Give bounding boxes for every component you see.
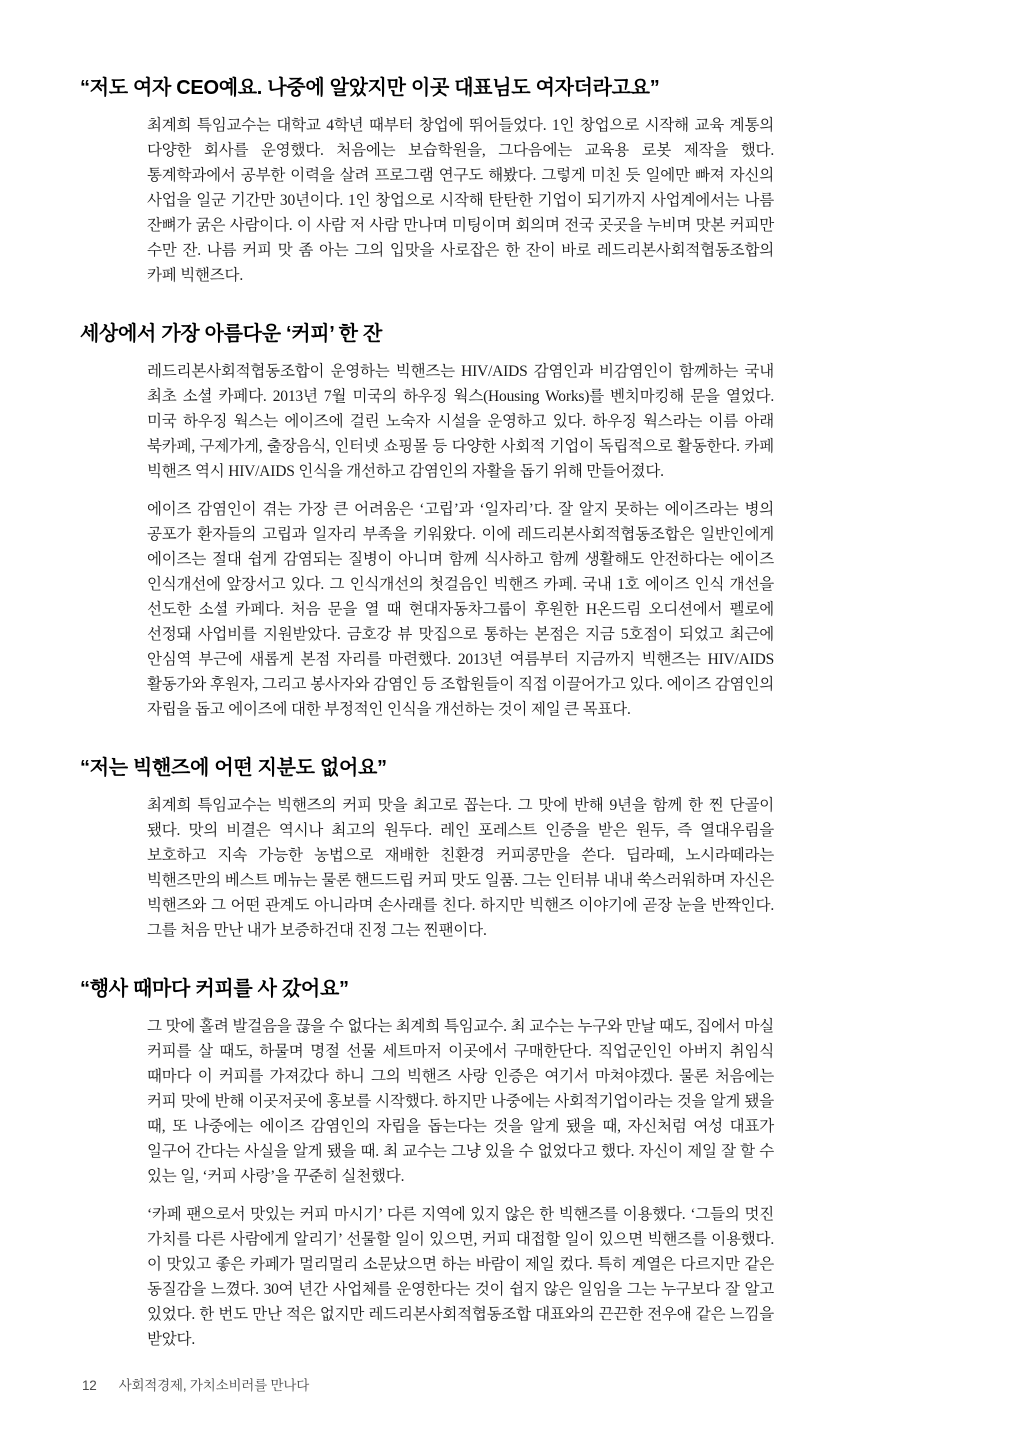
body-paragraph: 최계희 특임교수는 대학교 4학년 때부터 창업에 뛰어들었다. 1인 창업으로 시작해 교육 계통의 다양한 회사를 운영했다. 처음에는 보습학원을, 그다음에는 교육용 로봇 제작을 했다. 통계학과에서 공부한 이력을 살려 프로그램 연구도 해봤다. 그렇게 미친 듯 일에만 빠져 자신의 사업을 일군 기간만 30년이다. 1인 창업으로 시작해 탄탄한 기업이 되기까지 사업계에서는 나름 잔뼈가 굵은 사람이다. 이 사람 저 사람 만나며 미팅이며 회의며 전국 곳곳을 누비며 맛본 커피만 수만 잔. 나름 커피 맛 좀 아는 그의 입맛을 사로잡은 한 잔이 바로 레드리본사회적협동조합의 카페 빅핸즈다. [147, 117, 774, 284]
page-number: 12 [82, 1378, 97, 1393]
page-footer [82, 1374, 309, 1394]
body-paragraph: 레드리본사회적협동조합이 운영하는 빅핸즈는 HIV/AIDS 감염인과 비감염인이 함께하는 국내 최초 소셜 카페다. 2013년 7월 미국의 하우징 웍스(Housing Works)를 벤치마킹해 문을 열었다. 미국 하우징 웍스는 에이즈에 걸린 노숙자 시설을 운영하고 있다. 하우징 웍스라는 이름 아래 북카페, 구제가게, 출장음식, 인터넷 쇼핑몰 등 다양한 사회적 기업이 독립적으로 활동한다. 카페 빅핸즈 역시 HIV/AIDS 인식을 개선하고 감염인의 자활을 돕기 위해 만들어졌다. [147, 363, 774, 480]
document-page [80, 0, 774, 1365]
section-heading: “저는 빅핸즈에 어떤 지분도 없어요” [80, 757, 387, 779]
footer-book-title: 사회적경제, 가치소비러를 만나다 [118, 1378, 310, 1393]
section-heading: “저도 여자 CEO예요. 나중에 알았지만 이곳 대표님도 여자더라고요” [80, 77, 660, 99]
section-body [80, 1014, 774, 1352]
article-section [80, 0, 774, 288]
section-heading: “행사 때마다 커피를 사 갔어요” [80, 978, 349, 1000]
body-paragraph: 에이즈 감염인이 겪는 가장 큰 어려움은 ‘고립’과 ‘일자리’다. 잘 알지 못하는 에이즈라는 병의 공포가 환자들의 고립과 일자리 부족을 키워왔다. 이에 레드리본사회적협동조합은 일반인에게 에이즈는 절대 쉽게 감염되는 질병이 아니며 함께 식사하고 함께 생활해도 안전하다는 에이즈 인식개선에 앞장서고 있다. 그 인식개선의 첫걸음인 빅핸즈 카페. 국내 1호 에이즈 인식 개선을 선도한 소셜 카페다. 처음 문을 열 때 현대자동차그룹이 후원한 H온드림 오디션에서 펠로에 선정돼 사업비를 지원받았다. 금호강 뷰 맛집으로 통하는 본점은 지금 5호점이 되었고 최근에 안심역 부근에 새롭게 본점 자리를 마련했다. 2013년 여름부터 지금까지 빅핸즈는 HIV/AIDS 활동가와 후원자, 그리고 봉사자와 감염인 등 조합원들이 직접 이끌어가고 있다. 에이즈 감염인의 자립을 돕고 에이즈에 대한 부정적인 인식을 개선하는 것이 제일 큰 목표다. [147, 501, 774, 718]
article-section [80, 322, 774, 722]
article-section [80, 756, 774, 943]
article-section [80, 977, 774, 1352]
body-paragraph: 최계희 특임교수는 빅핸즈의 커피 맛을 최고로 꼽는다. 그 맛에 반해 9년을 함께 한 찐 단골이 됐다. 맛의 비결은 역시나 최고의 원두다. 레인 포레스트 인증을 받은 원두, 즉 열대우림을 보호하고 지속 가능한 농법으로 재배한 친환경 커피콩만을 쓴다. 딥라떼, 노시라떼라는 빅핸즈만의 베스트 메뉴는 물론 핸드드립 커피 맛도 일품. 그는 인터뷰 내내 쑥스러워하며 자신은 빅핸즈와 그 어떤 관계도 아니라며 손사래를 친다. 하지만 빅핸즈 이야기에 곧장 눈을 반짝인다. 그를 처음 만난 내가 보증하건대 진정 그는 찐팬이다. [147, 797, 774, 939]
body-paragraph: 그 맛에 홀려 발걸음을 끊을 수 없다는 최계희 특임교수. 최 교수는 누구와 만날 때도, 집에서 마실 커피를 살 때도, 하물며 명절 선물 세트마저 이곳에서 구매한단다. 직업군인인 아버지 취임식 때마다 이 커피를 가져갔다 하니 그의 빅핸즈 사랑 인증은 여기서 마쳐야겠다. 물론 처음에는 커피 맛에 반해 이곳저곳에 홍보를 시작했다. 하지만 나중에는 사회적기업이라는 것을 알게 됐을 때, 또 나중에는 에이즈 감염인의 자립을 돕는다는 것을 알게 됐을 때, 자신처럼 여성 대표가 일구어 간다는 사실을 알게 됐을 때. 최 교수는 그냥 있을 수 없었다고 했다. 자신이 제일 잘 할 수 있는 일, ‘커피 사랑’을 꾸준히 실천했다. [147, 1018, 774, 1185]
section-body [80, 359, 774, 722]
section-heading: 세상에서 가장 아름다운 ‘커피’ 한 잔 [80, 323, 382, 345]
body-paragraph: ‘카페 팬으로서 맛있는 커피 마시기’ 다른 지역에 있지 않은 한 빅핸즈를 이용했다. ‘그들의 멋진 가치를 다른 사람에게 알리기’ 선물할 일이 있으면, 커피 대접할 일이 있으면 빅핸즈를 이용했다. 이 맛있고 좋은 카페가 멀리멀리 소문났으면 하는 바람이 제일 컸다. 특히 계열은 다르지만 같은 동질감을 느꼈다. 30여 년간 사업체를 운영한다는 것이 쉽지 않은 일임을 그는 누구보다 잘 알고 있었다. 한 번도 만난 적은 없지만 레드리본사회적협동조합 대표와의 끈끈한 전우애 같은 느낌을 받았다. [147, 1206, 774, 1348]
section-body [80, 113, 774, 288]
section-body [80, 793, 774, 943]
